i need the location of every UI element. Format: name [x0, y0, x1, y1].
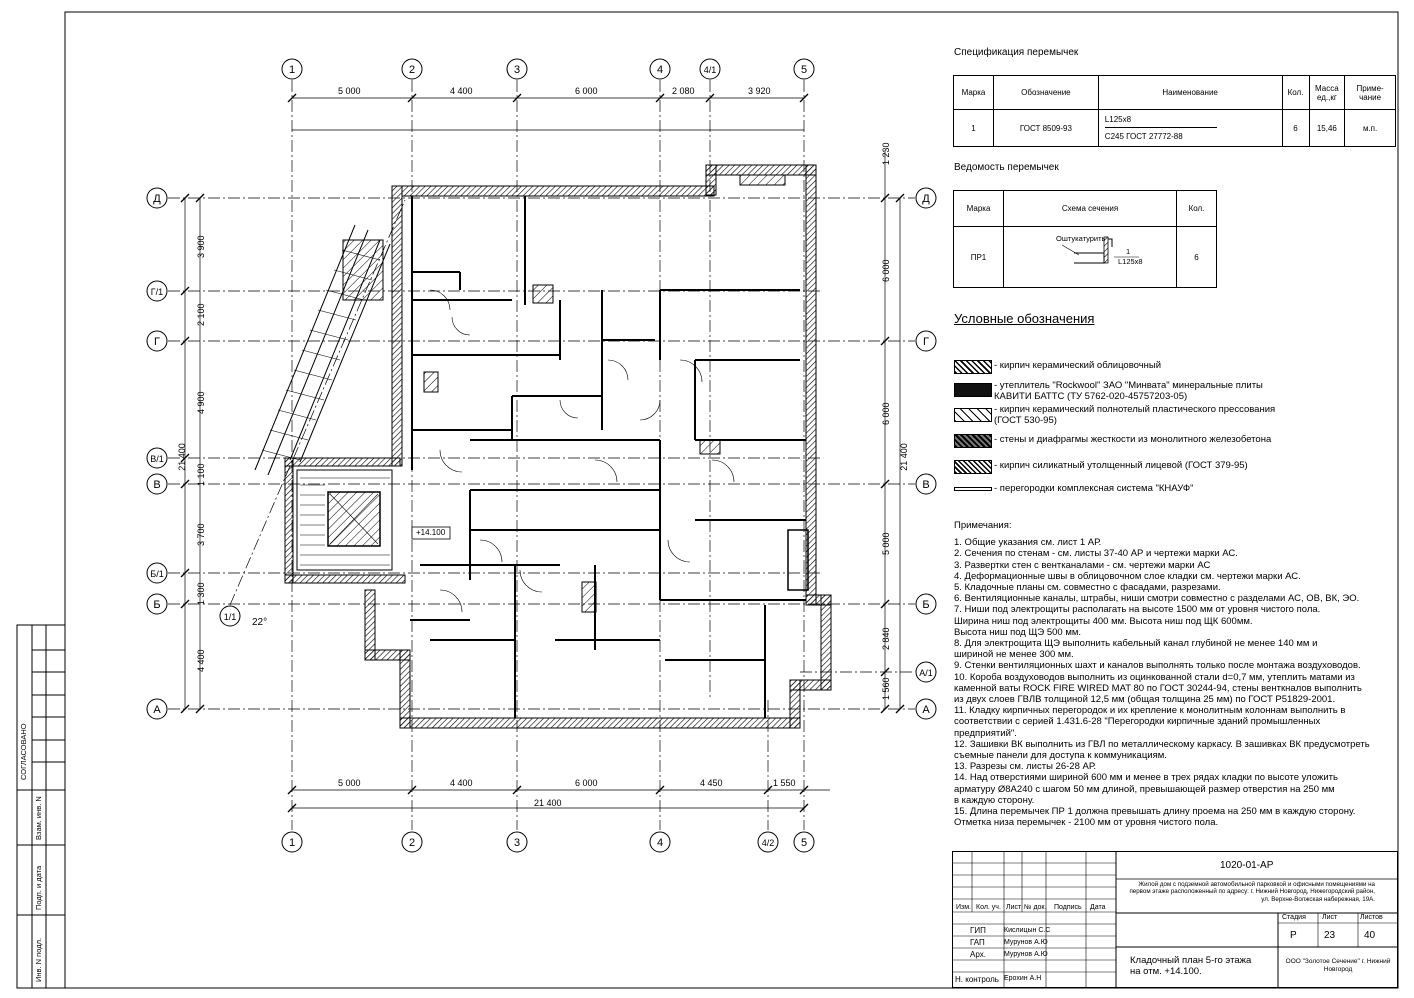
dim-bottom: 1 550 — [773, 778, 796, 788]
axis-bubble-right — [916, 594, 936, 614]
dim-right: 5 000 — [881, 532, 891, 555]
dim-top: 5 000 — [338, 86, 361, 96]
svg-text:4/1: 4/1 — [703, 65, 717, 75]
axis-bubble-left — [147, 188, 167, 208]
spec-h-designation: Обозначение — [993, 76, 1098, 110]
axis-bubble-left — [147, 563, 167, 583]
tb-stage-label: Стадия — [1282, 914, 1306, 921]
notes — [954, 520, 1394, 828]
note-line: 6. Вентиляционные каналы, штрабы, ниши смотри совместно с разделами АС, ОВ, ВК, ЭО. — [954, 593, 1360, 605]
note-line: из двух слоев ГВЛВ толщиной 12,5 мм (общая толщина 25 мм) по ГОСТ Р51829-2001. — [954, 694, 1336, 706]
svg-text:5: 5 — [800, 64, 808, 76]
overall-dim-bottom: 21 400 — [534, 798, 562, 808]
svg-text:А/1: А/1 — [919, 668, 933, 678]
svg-text:Г: Г — [154, 336, 160, 348]
tb-col-list: Лист — [1006, 904, 1022, 911]
note-line: 7. Ниши под электрощиты располагать на высоте 1500 мм от уровня чистого пола. — [954, 604, 1321, 616]
ved-label-num: 1 — [1126, 247, 1131, 256]
legend-item-6: - кирпич силикатный утолщенный лицевой (ГОСТ 379-95) — [994, 460, 1248, 471]
note-line: съемные панели для доступа к коммуникациям. — [954, 750, 1167, 762]
axis-bubble-left — [147, 474, 167, 494]
dim-right: 1 230 — [881, 142, 891, 165]
dim-right: 6 000 — [881, 259, 891, 282]
legend-swatch-knauf — [954, 487, 992, 491]
axis-bubble-left — [147, 331, 167, 351]
legend-swatch-insulation — [954, 383, 992, 397]
dim-top: 6 000 — [575, 86, 598, 96]
tb-role-gap: ГАП — [970, 938, 985, 947]
stamp-inv-orig: Инв. N подл. — [34, 937, 43, 982]
spec-qty: 6 — [1282, 110, 1309, 147]
legend-title: Условные обозначения — [954, 311, 1095, 326]
svg-text:1/1: 1/1 — [223, 612, 237, 622]
svg-text:Б: Б — [153, 599, 161, 611]
note-line: 5. Кладочные планы см. совместно с фасадами, разрезами. — [954, 582, 1221, 594]
spec-h-name: Наименование — [1098, 76, 1282, 110]
note-line: 15. Длина перемычек ПР 1 должна превышать длину проема на 250 мм в каждую сторону. — [954, 806, 1356, 818]
tb-name-arch: Мурунов А.Ю — [1004, 951, 1048, 958]
tb-code: 1020-01-АР — [1220, 860, 1274, 871]
axis-bubbles — [147, 59, 936, 852]
tb-col-izm: Изм. — [956, 904, 971, 911]
dim-left: 3 700 — [196, 523, 206, 546]
legend-item-7: - перегородки комплексная система "КНАУФ" — [994, 483, 1194, 494]
note-line: соответствии с серией 1.431.6-28 "Перегородки кирпичные зданий промышленных — [954, 716, 1321, 728]
spec-name-top: L125x8 — [1105, 115, 1217, 128]
tb-sheets-label: Листов — [1360, 914, 1383, 921]
axis-bubble-top — [700, 59, 720, 79]
spec-table — [953, 75, 1396, 147]
axis-bubble-right — [916, 662, 936, 682]
axis-bubble-left — [147, 699, 167, 719]
axis-bubble-top — [650, 59, 670, 79]
axis-bubble-right — [916, 699, 936, 719]
spec-title: Спецификация перемычек — [954, 47, 1079, 58]
svg-text:4: 4 — [656, 64, 664, 76]
axis-bubble-right — [916, 188, 936, 208]
axis-bubble-right — [916, 474, 936, 494]
svg-text:Г/1: Г/1 — [150, 287, 164, 297]
tb-col-kol: Кол. уч. — [976, 904, 1001, 911]
svg-text:В/1: В/1 — [150, 454, 164, 464]
legend-swatch-silicate-brick — [954, 460, 992, 474]
tb-sheet: 23 — [1324, 930, 1336, 941]
ved-label-plaster: Оштукатурить — [1056, 234, 1106, 243]
note-line: 14. Над отверстиями шириной 600 мм и менее в трех рядах кладки по высоте уложить — [954, 772, 1338, 784]
axis-bubble-top — [507, 59, 527, 79]
tb-col-date: Дата — [1090, 904, 1106, 911]
legend-item-5: - стены и диафрагмы жесткости из монолитного железобетона — [994, 434, 1272, 445]
svg-text:3: 3 — [513, 64, 521, 76]
note-line: шириной не менее 300 мм. — [954, 649, 1074, 661]
stamp-sign-date: Подп. и дата — [34, 865, 43, 910]
tb-sheet-label: Лист — [1322, 914, 1338, 921]
note-line: 8. Для электрощита ЩЭ выполнить кабельный канал глубиной не менее 140 мм и — [954, 638, 1318, 650]
dim-top: 2 080 — [672, 86, 695, 96]
angle-label: 22° — [252, 617, 268, 628]
tb-project: Жилой дом с подземной автомобильной парковкой и офисными помещениями на первом этаже расположенный по адресу: г. Нижний Новгород, Нижегородский район, ул. Верхне-Волжская набережная, 19А. — [1129, 881, 1375, 903]
axis-bubble-top — [402, 59, 422, 79]
svg-text:4: 4 — [656, 837, 664, 849]
dim-left: 4 900 — [196, 391, 206, 414]
svg-text:1: 1 — [288, 837, 296, 849]
overall-dim-left: 21 400 — [176, 443, 187, 471]
axis-bubble-right — [916, 331, 936, 351]
tb-sheet-title: Кладочный план 5-го этажа на отм. +14.100. — [1130, 955, 1252, 977]
ved-h-qty: Кол. — [1177, 191, 1217, 227]
note-line: 1. Общие указания см. лист 1 АР. — [954, 537, 1102, 549]
legend-swatch-facing-brick — [954, 360, 992, 374]
dim-bottom: 6 000 — [575, 778, 598, 788]
legend-swatch-concrete — [954, 434, 992, 448]
svg-text:Д: Д — [922, 193, 930, 205]
vedomost-table — [953, 190, 1217, 288]
axis-bubble-left — [147, 448, 167, 468]
dim-right: 1 560 — [881, 677, 891, 700]
tb-col-doc: № док. — [1024, 904, 1047, 911]
spec-h-mark: Марка — [954, 76, 994, 110]
tb-role-nk: Н. контроль — [955, 975, 999, 984]
dim-bottom: 4 400 — [450, 778, 473, 788]
tb-role-gip: ГИП — [970, 926, 986, 935]
spec-h-qty: Кол. — [1282, 76, 1309, 110]
note-line: 12. Зашивки ВК выполнить из ГВЛ по металлическому каркасу. В зашивках ВК предусмотреть — [954, 738, 1370, 750]
tb-name-nk: Ерохин А.Н — [1004, 975, 1042, 982]
dim-bottom: 4 450 — [700, 778, 723, 788]
tb-sheets: 40 — [1364, 930, 1376, 941]
note-line: в каждую сторону. — [954, 794, 1035, 806]
note-line: арматуру Ø8A240 с шагом 50 мм длиной, превышающей размер отверстия на 250 мм — [954, 783, 1335, 795]
spec-mass: 15,46 — [1309, 110, 1345, 147]
svg-text:2: 2 — [408, 64, 416, 76]
tb-name-gip: Кислицын С.С — [1004, 927, 1051, 934]
axis-bubble-left — [147, 594, 167, 614]
dim-left: 1 100 — [196, 463, 206, 486]
dim-left: 3 900 — [196, 235, 206, 258]
svg-text:3: 3 — [513, 837, 521, 849]
stamp-agreed: СОГЛАСОВАНО — [19, 723, 28, 780]
note-line: Отметка низа перемычек - 2100 мм от уровня чистого пола. — [954, 817, 1219, 829]
note-line: предприятий". — [954, 727, 1017, 739]
axis-bubble-top — [282, 59, 302, 79]
svg-text:А: А — [922, 704, 930, 716]
axis-bubble-bottom — [794, 832, 814, 852]
notes-list — [954, 537, 1394, 828]
dim-left: 2 100 — [196, 303, 206, 326]
tb-name-gap: Мурунов А.Ю — [1004, 939, 1048, 946]
dim-right: 2 840 — [881, 627, 891, 650]
stamp-replace-inv: Взам. инв. N — [34, 796, 43, 840]
dim-top: 4 400 — [450, 86, 473, 96]
legend-swatch-solid-brick — [954, 408, 992, 422]
axis-bubble-bottom — [402, 832, 422, 852]
ved-label-angle: L125x8 — [1118, 257, 1143, 266]
note-line: 10. Короба воздуховодов выполнить из оцинкованной стали d=0,7 мм, утеплить матами из — [954, 671, 1355, 683]
notes-title: Примечания: — [954, 520, 1012, 531]
axis-bubble-bottom — [282, 832, 302, 852]
spec-h-note: Приме-чание — [1345, 76, 1396, 110]
svg-text:А: А — [153, 704, 161, 716]
tb-stage: Р — [1290, 930, 1297, 941]
dim-right: 6 000 — [881, 402, 891, 425]
spec-name — [1098, 110, 1282, 147]
note-line: 4. Деформационные швы в облицовочном слое кладки см. чертежи марки АС. — [954, 570, 1301, 582]
axis-bubble-diagonal — [220, 606, 240, 626]
ved-mark: ПР1 — [954, 227, 1004, 288]
overall-dim-right: 21 400 — [898, 443, 909, 471]
note-line: 3. Развертки стен с вентканалами - см. чертежи марки АС — [954, 559, 1211, 571]
axis-bubble-bottom — [507, 832, 527, 852]
note-line: каменной ваты ROCK FIRE WIRED MAT 80 по ГОСТ 30244-94, стены венткналов выполнить — [954, 682, 1362, 694]
spec-h-mass: Масса ед.,кг — [1309, 76, 1345, 110]
dim-top: 3 920 — [748, 86, 771, 96]
tb-col-sign: Подпись — [1054, 904, 1082, 911]
dim-left: 1 300 — [196, 582, 206, 605]
vedomost-title: Ведомость перемычек — [954, 162, 1059, 173]
spec-name-bottom: С245 ГОСТ 27772-88 — [1104, 132, 1183, 141]
elevation-tag: +14.100 — [416, 528, 446, 537]
ved-h-scheme: Схема сечения — [1004, 191, 1177, 227]
note-line: Ширина ниш под электрощиты 400 мм. Высота ниш под ЩК 600мм. — [954, 615, 1253, 627]
spec-note: м.п. — [1345, 110, 1396, 147]
svg-text:В: В — [922, 479, 930, 491]
note-line: 2. Сечения по стенам - см. листы 37-40 АР и чертежи марки АС. — [954, 548, 1238, 560]
svg-text:Б: Б — [922, 599, 930, 611]
ved-qty: 6 — [1177, 227, 1217, 288]
spec-designation: ГОСТ 8509-93 — [993, 110, 1098, 147]
legend-item-1: - кирпич керамический облицовочный — [994, 360, 1162, 371]
svg-text:Д: Д — [153, 193, 161, 205]
svg-text:Г: Г — [923, 336, 929, 348]
tb-role-arch: Арх. — [970, 950, 986, 959]
spec-mark: 1 — [954, 110, 994, 147]
svg-text:В: В — [153, 479, 161, 491]
axis-bubble-left — [147, 281, 167, 301]
note-line: Высота ниш под ЩЭ 500 мм. — [954, 626, 1082, 638]
note-line: 9. Стенки вентиляционных шахт и каналов выполнять только после монтажа воздуховодов. — [954, 660, 1361, 672]
svg-text:Б/1: Б/1 — [150, 569, 164, 579]
legend-item-4: - кирпич керамический полнотелый пластического прессования (ГОСТ 530-95) — [994, 404, 1276, 426]
dim-bottom: 5 000 — [338, 778, 361, 788]
note-line: 13. Разрезы см. листы 26-28 АР. — [954, 761, 1097, 773]
legend-item-2: - утеплитель "Rockwool" ЗАО "Минвата" минеральные плиты КАВИТИ БАТТС (ТУ 5762-020-45757203-05) — [994, 380, 1263, 402]
axis-bubble-bottom — [650, 832, 670, 852]
ved-h-mark: Марка — [954, 191, 1004, 227]
axis-bubble-bottom — [758, 832, 778, 852]
svg-text:4/2: 4/2 — [761, 838, 775, 848]
axis-bubble-top — [794, 59, 814, 79]
tb-org: ООО "Золотое Сечение" г. Нижний Новгород — [1285, 958, 1391, 973]
svg-text:5: 5 — [800, 837, 808, 849]
svg-text:2: 2 — [408, 837, 416, 849]
dim-left: 4 400 — [196, 649, 206, 672]
ved-scheme — [1004, 227, 1177, 288]
svg-text:1: 1 — [288, 64, 296, 76]
note-line: 11. Кладку кирпичных перегородок и их крепление к монолитным колоннам выполнить в — [954, 705, 1346, 717]
